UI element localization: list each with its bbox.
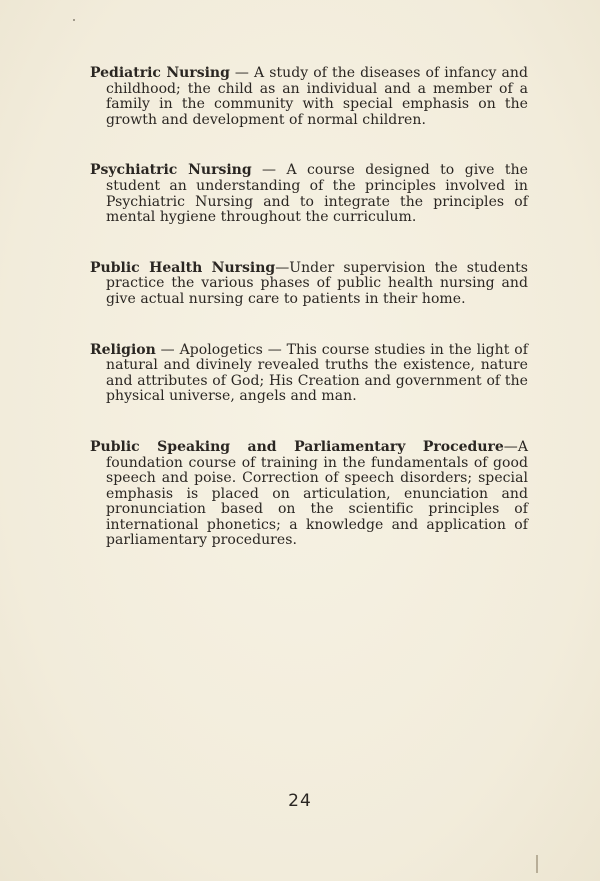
paper-speck (73, 19, 75, 21)
course-term: Pediatric Nursing (90, 65, 230, 81)
course-descriptions (90, 66, 528, 584)
page-edge-mark (536, 855, 538, 873)
course-entry-public-health-nursing (90, 261, 528, 308)
course-term: Public Health Nursing (90, 259, 276, 276)
course-description: —A foundation course of training in the fundamentals of good speech and poise. Correction of speech disorders; special emphasis is placed on articulation, enunciation and pronunciation based on the scientific principles of international phonetics; a knowledge and application of parliamentary procedures. (106, 438, 528, 549)
course-entry-psychiatric-nursing (90, 163, 528, 225)
course-entry-public-speaking (90, 440, 528, 549)
course-term: Psychiatric Nursing (90, 162, 252, 179)
course-description: — A study of the diseases of infancy and childhood; the child as an individual and a member of a family in the community with special emphasis on the growth and development of normal children. (106, 65, 528, 128)
course-description: — A course designed to give the student an understanding of the principles involved in Psychiatric Nursing and to integrate the principles of mental hygiene throughout the curriculum. (106, 162, 529, 226)
page-number: 24 (288, 791, 312, 811)
course-entry-religion (90, 343, 528, 405)
course-term: Public Speaking and Parliamentary Procedure (90, 438, 504, 455)
course-description: —Under supervision the students practice the various phases of public health nursing and give actual nursing care to patients in their home. (106, 259, 529, 307)
course-entry-pediatric-nursing (90, 66, 528, 128)
course-term: Religion (90, 341, 156, 358)
course-description: — Apologetics — This course studies in the light of natural and divinely revealed truths the existence, nature and attributes of God; His Creation and government of the physical universe, angels and man. (106, 341, 528, 405)
